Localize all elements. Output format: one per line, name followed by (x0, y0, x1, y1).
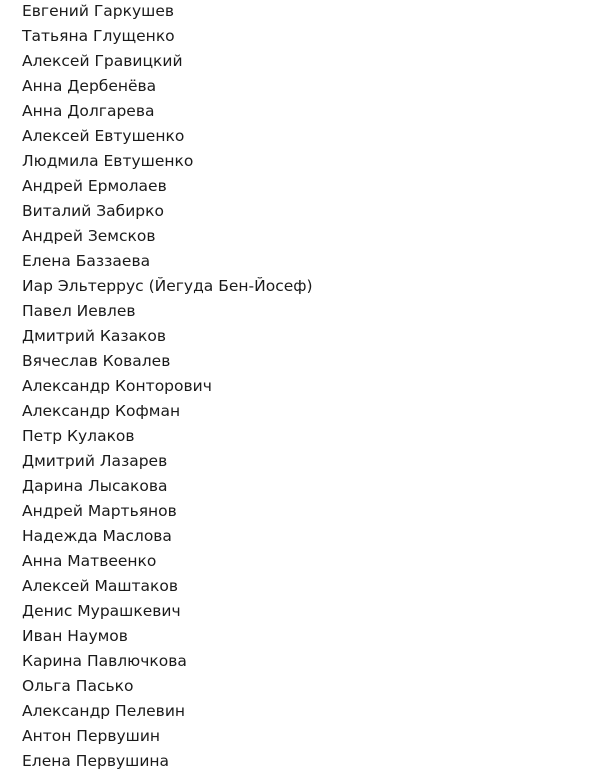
list-item: Александр Кофман (22, 402, 181, 420)
list-item: Вячеслав Ковалев (22, 352, 171, 370)
list-item: Александр Пелевин (22, 702, 186, 720)
list-item: Анна Матвеенко (22, 552, 157, 570)
list-item: Татьяна Глущенко (22, 27, 175, 45)
list-item: Андрей Земсков (22, 227, 156, 245)
author-name-list (22, 0, 602, 774)
list-item: Надежда Маслова (22, 527, 172, 545)
list-item: Дарина Лысакова (22, 477, 168, 495)
list-item: Виталий Забирко (22, 202, 164, 220)
list-item: Анна Дербенёва (22, 77, 157, 95)
list-item: Денис Мурашкевич (22, 602, 181, 620)
list-item: Алексей Маштаков (22, 577, 179, 595)
list-item: Андрей Мартьянов (22, 502, 177, 520)
list-item: Павел Иевлев (22, 302, 136, 320)
list-item: Алексей Евтушенко (22, 127, 185, 145)
list-item: Ольга Пасько (22, 677, 134, 695)
list-item: Людмила Евтушенко (22, 152, 194, 170)
list-item: Алексей Гравицкий (22, 52, 183, 70)
list-item: Иван Наумов (22, 627, 128, 645)
list-item: Карина Павлючкова (22, 652, 187, 670)
list-item: Дмитрий Казаков (22, 327, 167, 345)
list-item: Андрей Ермолаев (22, 177, 167, 195)
list-item: Дмитрий Лазарев (22, 452, 168, 470)
list-item: Елена Баззаева (22, 252, 151, 270)
list-item: Елена Первушина (22, 752, 170, 770)
list-item: Иар Эльтеррус (Йегуда Бен-Йосеф) (22, 277, 313, 295)
list-item: Анна Долгарева (22, 102, 155, 120)
list-item: Евгений Гаркушев (22, 2, 174, 20)
list-item: Антон Первушин (22, 727, 161, 745)
list-item: Петр Кулаков (22, 427, 135, 445)
list-item: Александр Конторович (22, 377, 212, 395)
